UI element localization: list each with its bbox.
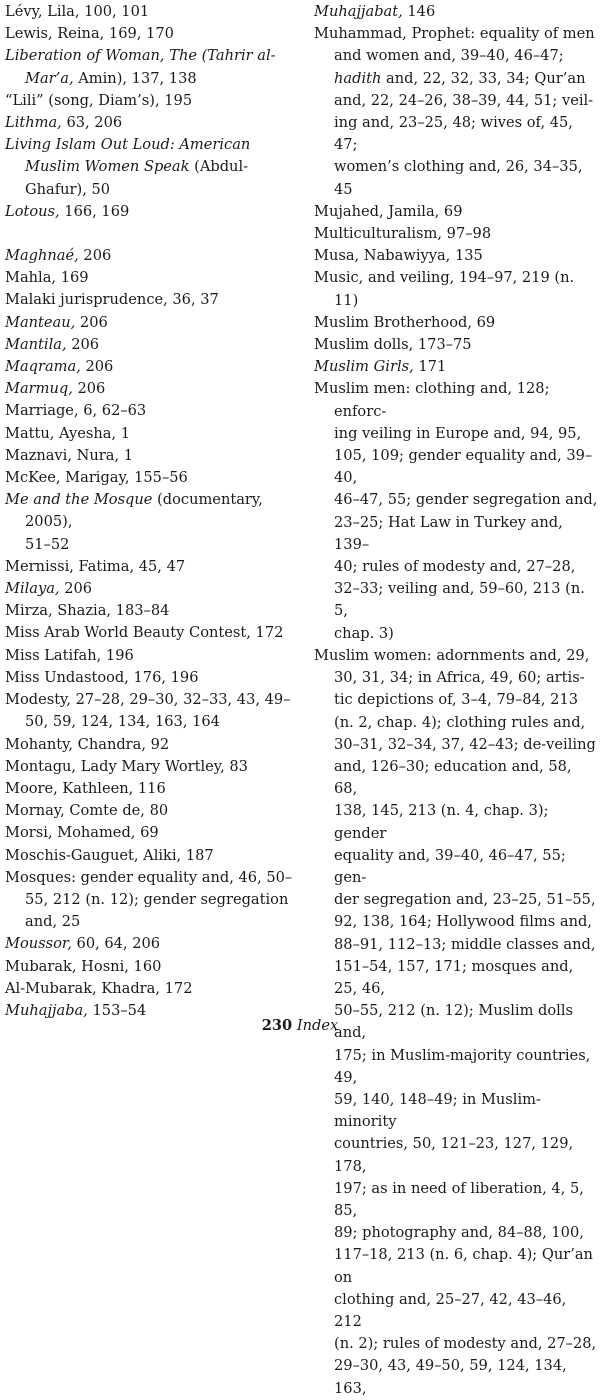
entry-italic-text: Living Islam Out Loud: American Muslim Women Speak	[5, 136, 251, 176]
index-entry	[5, 933, 297, 955]
entry-text: 166, 169	[59, 202, 130, 220]
entry-text: 206	[80, 358, 114, 376]
index-entry	[5, 667, 297, 689]
index-entry	[5, 822, 297, 844]
entry-italic-text: Milaya,	[5, 580, 60, 598]
entry-text: Mahla, 169	[5, 269, 89, 287]
entry-text: Muslim women: adornments and, 29, 30, 31, 34; in Africa, 49, 60; artis- tic depictions of, 3–4, 79–84, 213 (n. 2, chap. 4); clothing rules and, 30–31, 32–34, 37, 42–43; de-veiling and, 126–30; education and, 58, 68, 138, 145, 213 (n. 4, chap. 3); gender equality and, 39–40, 46–47, 55; gen- der segregation and, 23–25, 51–55, 92, 138, 164; Hollywood films and, 88–91, 112–13; middle classes and, 151–54, 157, 171; mosques and, 25, 46, 50–55, 212 (n. 12); Muslim dolls and, 175; in Muslim-majority countries, 49, 59, 140, 148–49; in Muslim-minority countries, 50, 121–23, 127, 129, 178, 197; as in need of liberation, 4, 5, 85, 89; photography and, 84–88, 100, 117–18, 213 (n. 6, chap. 4); Qur’an on clothing and, 25–27, 42, 43–46, 212 (n. 2); rules of modesty and, 27–28, 29–30, 43, 49–50, 59, 124, 134, 163,	[314, 646, 597, 1397]
index-entry	[5, 400, 297, 422]
entry-text: Mosques: gender equality and, 46, 50– 55, 212 (n. 12); gender segregation and, 25	[5, 868, 293, 931]
index-entry	[5, 956, 297, 978]
entry-text: Multiculturalism, 97–98	[314, 225, 492, 243]
entry-text: Muslim dolls, 173–75	[314, 336, 472, 354]
entry-italic-text: Lotous,	[5, 202, 60, 220]
index-entry	[5, 845, 297, 867]
entry-text: Modesty, 27–28, 29–30, 32–33, 43, 49– 50, 59, 124, 134, 163, 164	[5, 691, 291, 731]
entry-text: (Abdul-Ghafur), 50	[25, 158, 249, 198]
index-entry	[5, 23, 297, 45]
entry-text: Mernissi, Fatima, 45, 47	[5, 557, 186, 575]
entry-text: Miss Latifah, 196	[5, 646, 134, 664]
entry-text: 206	[75, 313, 108, 331]
index-entry	[5, 334, 297, 356]
index-entry	[5, 1, 297, 23]
entry-italic-text: Moussor,	[5, 935, 72, 953]
index-entry	[5, 312, 297, 334]
index-entry	[5, 756, 297, 778]
page-number: 230	[261, 1017, 293, 1034]
index-entry	[5, 622, 297, 644]
index-entry	[5, 645, 297, 667]
entry-text: Marriage, 6, 62–63	[5, 402, 147, 420]
entry-text: 146	[402, 3, 436, 20]
entry-text: 63, 206	[61, 114, 123, 132]
entry-text: 206	[59, 580, 93, 598]
entry-text: Montagu, Lady Mary Wortley, 83	[5, 757, 248, 775]
entry-text: “Lili” (song, Diam’s), 195	[5, 91, 193, 109]
entry-text: Miss Undastood, 176, 196	[5, 668, 199, 686]
index-entry	[5, 778, 297, 800]
entry-text: Miss Arab World Beauty Contest, 172	[5, 624, 284, 642]
entry-text: Music, and veiling, 194–97, 219 (n. 11)	[314, 269, 575, 309]
entry-text: Lévy, Lila, 100, 101	[5, 3, 150, 20]
index-entry	[314, 223, 598, 245]
entry-text: 206	[66, 335, 100, 353]
entry-italic-text: Manteau,	[5, 313, 76, 331]
entry-text: Moore, Kathleen, 116	[5, 779, 166, 797]
entry-italic-text: Me and the Mosque	[5, 491, 153, 509]
index-entry	[314, 356, 598, 378]
index-entry	[5, 423, 297, 445]
index-entry	[5, 734, 297, 756]
index-entry	[5, 378, 297, 400]
entry-italic-text: Marmuq,	[5, 380, 73, 398]
entry-text: Al-Mubarak, Khadra, 172	[5, 979, 193, 997]
entry-italic-text: hadith	[334, 69, 382, 87]
index-entry	[5, 489, 297, 556]
index-entry	[5, 134, 297, 201]
index-entry	[314, 245, 598, 267]
index-entry	[5, 356, 297, 378]
entry-italic-text: Maqrama,	[5, 358, 81, 376]
entry-text: Mohanty, Chandra, 92	[5, 735, 170, 753]
index-entry	[5, 689, 297, 733]
entry-text: Amin), 137, 138	[73, 69, 197, 87]
entry-italic-text: Maghnaé,	[5, 247, 79, 265]
entry-italic-text: Muhajjaba,	[5, 1001, 88, 1019]
entry-text: 60, 64, 206	[71, 935, 161, 953]
index-entry	[314, 201, 598, 223]
entry-text: Musa, Nabawiyya, 135	[314, 247, 483, 265]
index-entry	[5, 578, 297, 600]
index-entry	[5, 867, 297, 934]
entry-text: Mattu, Ayesha, 1	[5, 424, 131, 442]
entry-text: Morsi, Mohamed, 69	[5, 824, 159, 842]
index-entry	[5, 267, 297, 289]
index-entry	[314, 334, 598, 356]
index-entry	[314, 1, 598, 23]
entry-text: 171	[413, 358, 447, 376]
index-entry	[5, 201, 297, 223]
entry-text: 153–54	[87, 1001, 147, 1019]
entry-text: Mujahed, Jamila, 69	[314, 202, 463, 220]
entry-text: Mirza, Shazia, 183–84	[5, 602, 170, 620]
entry-text: McKee, Marigay, 155–56	[5, 469, 188, 487]
entry-italic-text: Muhajjabat,	[314, 3, 403, 20]
entry-text: and, 22, 32, 33, 34; Qur’an and, 22, 24–26, 38–39, 44, 51; veil- ing and, 23–25, 48; wives of, 45, 47; women’s clothing and, 26, 34–35, 45	[334, 69, 594, 198]
index-entry	[5, 289, 297, 311]
entry-italic-text: Lithma,	[5, 114, 62, 132]
entry-text: Lewis, Reina, 169, 170	[5, 25, 174, 43]
index-entry	[314, 378, 598, 644]
index-entry	[314, 267, 598, 311]
index-entry	[5, 45, 297, 89]
index-column-right	[314, 1, 598, 1400]
index-entry	[5, 556, 297, 578]
index-column-left	[5, 1, 297, 1022]
entry-italic-text: Liberation of Woman, The (Tahrir al-Mar’a,	[5, 47, 276, 87]
index-entry	[5, 800, 297, 822]
entry-text: Moschis-Gauguet, Aliki, 187	[5, 846, 214, 864]
index-entry	[5, 245, 297, 267]
page-footer	[0, 1015, 600, 1037]
entry-text: Maznavi, Nura, 1	[5, 446, 134, 464]
index-entry	[5, 90, 297, 112]
entry-text: (documentary, 2005), 51–52	[25, 491, 263, 553]
index-entry	[5, 978, 297, 1000]
entry-italic-text: Mantila,	[5, 335, 67, 353]
entry-italic-text: Muslim Girls,	[314, 358, 414, 376]
entry-text: 206	[72, 380, 106, 398]
index-entry	[5, 467, 297, 489]
entry-text: Malaki jurisprudence, 36, 37	[5, 291, 219, 309]
entry-text: Muslim men: clothing and, 128; enforc- ing veiling in Europe and, 94, 95, 105, 109; gender equality and, 39–40, 46–47, 55; gender segregation and, 23–25; Hat Law in Turkey and, 139– 40; rules of modesty and, 27–28, 32–33; veiling and, 59–60, 213 (n. 5, chap. 3)	[314, 380, 598, 642]
entry-text: 206	[78, 247, 112, 265]
index-entry	[5, 600, 297, 622]
entry-text: Mubarak, Hosni, 160	[5, 957, 162, 975]
entry-text: Muhammad, Prophet: equality of men and women and, 39–40, 46–47;	[314, 25, 595, 65]
section-gap	[5, 223, 297, 245]
entry-text: Mornay, Comte de, 80	[5, 802, 169, 820]
index-entry	[314, 23, 598, 201]
index-entry	[5, 112, 297, 134]
index-entry	[314, 312, 598, 334]
entry-text: Muslim Brotherhood, 69	[314, 313, 496, 331]
running-head-label: Index	[296, 1017, 339, 1034]
index-entry	[5, 445, 297, 467]
